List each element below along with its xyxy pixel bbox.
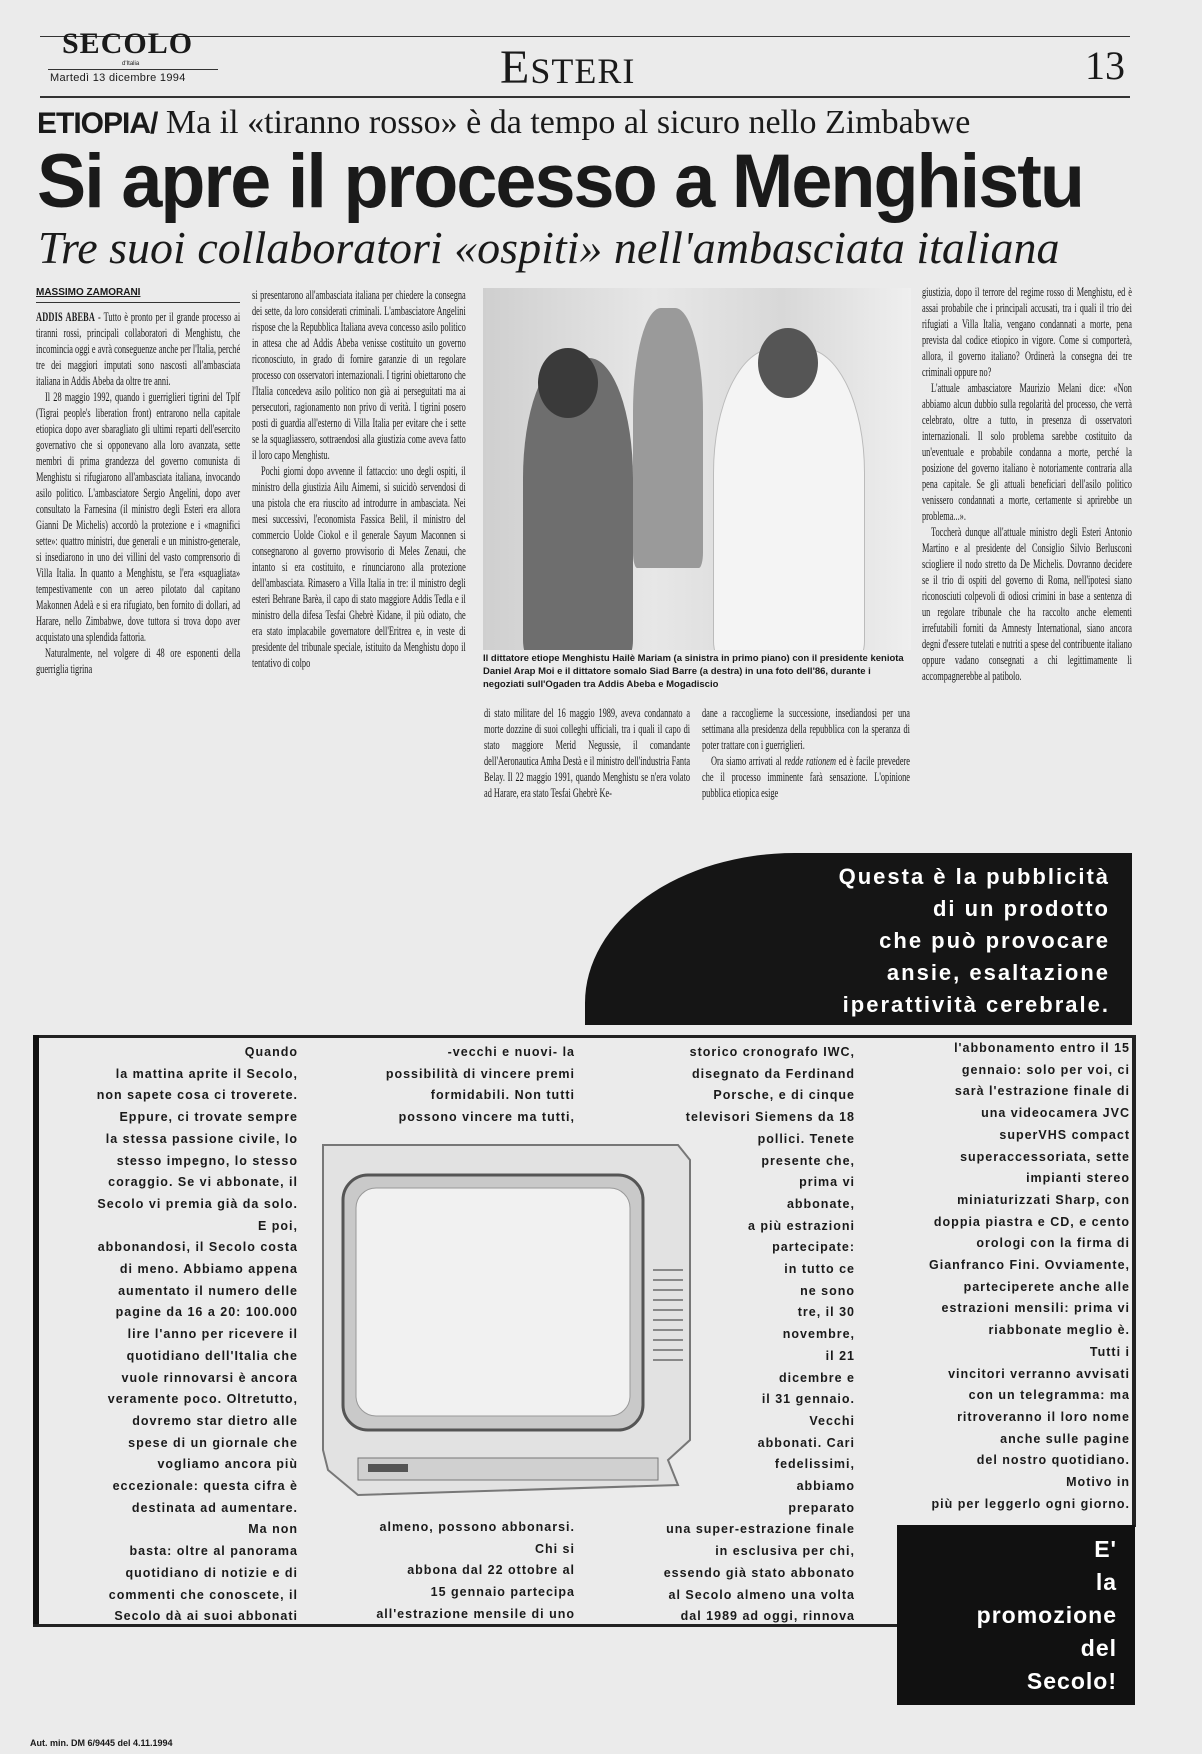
masthead-subtitle: d'Italia bbox=[122, 61, 140, 67]
headline: Si apre il processo a Menghistu bbox=[37, 139, 1083, 224]
ad-border-left bbox=[33, 1035, 39, 1627]
photo-figure-moi bbox=[633, 308, 703, 568]
promo-text: E' la promozione del Secolo! bbox=[976, 1536, 1117, 1694]
ad-column-3: storico cronografo IWC, disegnato da Ferdinand Porsche, e di cinque televisori Siemens da 18 pollici. Tenete presente che, prima vi abbonate, a più estrazioni partecipate: in tutto ce ne sono tre, il 30 novembre, il 21 dicembre e il 31 gennaio. Vecchi abbonati. Cari fedelissimi, abbiamo preparato una super-estrazione finale in esclusiva per chi, essendo già stato abbonato al Secolo almeno una volta dal 1989 ad oggi, rinnova bbox=[663, 1045, 855, 1624]
paragraph-text: Ora siamo arrivati al bbox=[710, 753, 785, 768]
paragraph: di stato militare del 16 maggio 1989, aveva condannato a morte dozzine di suoi colleghi ufficiali, tra i quali il capo di stato maggiore Merid Negussie, il comandante dell'Aeronautica Amha Destà e il ministro dell'industria Fanta Belay. Il 22 maggio 1991, quando Menghistu se n'era volato ad Harare, era stato Tesfai Ghebrè Ke- bbox=[484, 705, 691, 800]
article-column-2 bbox=[252, 287, 466, 671]
paragraph: giustizia, dopo il terrore del regime rosso di Menghistu, ed è assai probabile che i principali accusati, tra i quali il trio dei rifugiati a Villa Italia, vengano condannati a morte, pena prevista dal codice etiopico in vigore. Come si comporterà, allora, il governo italiano? Ordinerà la consegna dei tre criminali oppure no? bbox=[922, 284, 1132, 379]
masthead-logo: SECOLO bbox=[62, 27, 194, 60]
kicker bbox=[37, 104, 970, 142]
section-initial: E bbox=[500, 41, 531, 94]
paragraph: si presentarono all'ambasciata italiana per chiedere la consegna dei sette, da loro considerati criminali. L'ambasciatore Angelini rispose che la Repubblica Italiana aveva concesso asilo politico in attesa che ad Addis Abeba venisse costituito un governo riconosciuto, in grado di fornire garanzie di un regolare processo con osservatori internazionali. I tigrini obiettarono che l'Italia concedeva asilo politico non già ai perseguitati ma ai persecutori, ragionamento non privo di verità. I tigrini posero posti di guardia all'esterno di Villa Italia per evitare che i sette se la squagliassero, sottraendosi alla giustizia come aveva fatto il loro capo Menghistu. bbox=[252, 287, 466, 462]
paragraph: Naturalmente, nel volgere di 48 ore esponenti della guerriglia tigrina bbox=[36, 645, 241, 676]
paragraph: Il 28 maggio 1992, quando i guerriglieri tigrini del Tplf (Tigrai people's liberation front) entrarono nella capitale etiopica dopo aver sbaragliato gli ultimi reparti dell'esercito governativo che si opponevano alla loro avanzata, sette membri di prima grandezza del governo comunista di Menghistu si rifugiarono all'ambasciata italiana, invocando asilo politico. L'ambasciatore Sergio Angelini, dopo aver consultato la Farnesina (il ministro degli Esteri era allora Gianni De Michelis) accordò la protezione e i «magnifici sette»: quattro ministri, due generali e un ministro-generale, si insediarono in uno dei villini del vasto comprensorio di Villa Italia. In quanto a Menghistu, se l'era «squagliata» tempestivamente con un aereo pilotato dal capitano Makonnen Adelà e si era rifugiato, ben fornito di dollari, ad Harare, nello Zimbabwe, dove tuttora si trova dopo aver acquistato una splendida fattoria. bbox=[36, 389, 241, 644]
paragraph: dane a raccoglierne la successione, insediandosi per una settimana alla presidenza della repubblica con la speranza di poter trattare con i guerriglieri. bbox=[702, 705, 910, 752]
section-title bbox=[500, 42, 635, 97]
promo-box bbox=[897, 1525, 1135, 1705]
authorization-note: Aut. min. DM 6/9445 del 4.11.1994 bbox=[30, 1738, 173, 1748]
header-bottom-rule bbox=[40, 96, 1130, 98]
photo-head bbox=[758, 328, 818, 398]
paragraph-text: - Tutto è pronto per il grande processo ai tiranni rossi, principali collaboratori di Menghistu, che incomincia oggi e avrà conseguenze anche per l'Italia, perché tre dei maggiori imputati sono nascosti all'ambasciata italiana in Addis Abeba da oltre tre anni. bbox=[36, 309, 241, 388]
paragraph bbox=[36, 309, 240, 389]
article-column-4 bbox=[702, 705, 910, 801]
kicker-label: ETIOPIA/ bbox=[37, 107, 158, 140]
ad-banner-text: Questa è la pubblicità di un prodotto che può provocare ansie, esaltazione iperattività cerebrale. bbox=[838, 864, 1110, 1017]
ad-banner bbox=[585, 853, 1132, 1025]
header-top-rule bbox=[40, 36, 1130, 37]
issue-date: Martedì 13 dicembre 1994 bbox=[50, 72, 186, 84]
ad-border-right bbox=[1132, 1035, 1136, 1527]
ad-column-1: Quando la mattina aprite il Secolo, non sapete cosa ci troverete. Eppure, ci trovate sempre la stessa passione civile, lo stesso impegno, lo stesso coraggio. Se vi abbonate, il Secolo vi premia già da solo. E poi, abbonandosi, il Secolo costa di meno. Abbiamo appena aumentato il numero delle pagine da 16 a 20: 100.000 lire l'anno per ricevere il quotidiano dell'Italia che vuole rinnovarsi è ancora veramente poco. Oltretutto, dovremo star dietro alle spese di un giornale che vogliamo ancora più eccezionale: questa cifra è destinata ad aumentare. Ma non basta: oltre al panorama quotidiano di notizie e di commenti che conoscete, il Secolo dà ai suoi abbonati bbox=[96, 1045, 298, 1624]
paragraph: Pochi giorni dopo avvenne il fattaccio: uno degli ospiti, il ministro della giustizia Ailu Aimemi, si suicidò servendosi di una pistola che era riuscito ad introdurre in ambasciata. Nei mesi successivi, l'economista Fassica Belil, il ministro del commercio Uolde Ciokol e il generale Sayum Maconnen si consegnarono al governo provvisorio di Meles Zenaui, che intanto si era costituito, e rinunciarono alla protezione dell'ambasciata. Rimasero a Villa Italia in tre: il ministro degli esteri Behrane Barèa, il capo di stato maggiore Addis Tedla e il ministro della difesa Tesfai Ghebrè Kidane, il più odiato, che era stato implacabile governatore dell'Eritrea e, in veste di presidente del tribunale speciale, istituito da Menghistu dopo il tentativo di colpo bbox=[252, 463, 466, 670]
kicker-text: Ma il «tiranno rosso» è da tempo al sicuro nello Zimbabwe bbox=[165, 104, 971, 141]
photo-head bbox=[538, 348, 598, 418]
article-column-1 bbox=[36, 309, 240, 677]
ad-column-2-bottom: almeno, possono abbonarsi. Chi si abbona dal 22 ottobre al 15 gennaio partecipa all'estrazione mensile di uno bbox=[376, 1520, 575, 1621]
section-rest: STERI bbox=[530, 51, 636, 91]
byline-rule bbox=[36, 302, 240, 303]
paragraph-text: ed è facile prevedere che il processo imminente farà sensazione. L'opinione pubblica etiopica esige bbox=[702, 753, 910, 800]
photo-caption: Il dittatore etiope Menghistu Hailè Mariam (a sinistra in primo piano) con il presidente keniota Daniel Arap Moi e il dittatore somalo Siad Barre (a destra) in una foto dell'86, durante i negoziati sull'Ogaden tra Addis Abeba e Mogadiscio bbox=[483, 653, 904, 690]
dateline: ADDIS ABEBA bbox=[36, 309, 96, 324]
ad-column-4: l'abbonamento entro il 15 gennaio: solo per voi, ci sarà l'estrazione finale di una videocamera JVC superVHS compact superaccessoriata, sette impianti stereo miniaturizzati Sharp, con doppia piastra e CD, e cento orologi con la firma di Gianfranco Fini. Ovviamente, parteciperete anche alle estrazioni mensili: prima vi riabbonate meglio è. Tutti i vincitori verranno avvisati con un telegramma: ma ritroveranno il loro nome anche sulle pagine del nostro quotidiano. Motivo in più per leggerlo ogni giorno. bbox=[929, 1041, 1130, 1511]
page-number: 13 bbox=[1085, 43, 1125, 88]
paragraph bbox=[702, 753, 910, 801]
masthead-divider bbox=[48, 69, 218, 70]
latin-phrase: redde rationem bbox=[784, 753, 836, 768]
news-photo bbox=[483, 288, 911, 650]
ad-column-2-top: -vecchi e nuovi- la possibilità di vincere premi formidabili. Non tutti possono vincere ma tutti, bbox=[385, 1045, 575, 1125]
paragraph: Toccherà dunque all'attuale ministro degli Esteri Antonio Martino e al presidente del Consiglio Silvio Berlusconi sciogliere il nodo stretto da De Michelis. Dovranno decidere se il trio di ospiti del governo di Roma, nell'ipotesi siano riconosciuti colpevoli di odiosi crimini in base a sentenza di un regolare tribunale che ha raccolto anche elementi irrefutabili forniti da Amnesty International, siano ancora degni d'essere tutelati e nutriti a spese del contribuente italiano oppure vadano consegnati a chi legittimamente li accompagnerebbe al patibolo. bbox=[922, 524, 1132, 683]
subtitle: Tre suoi collaboratori «ospiti» nell'ambasciata italiana bbox=[38, 222, 1060, 273]
article-column-3 bbox=[484, 705, 690, 801]
article-column-5 bbox=[922, 284, 1132, 684]
paragraph: L'attuale ambasciatore Maurizio Melani dice: «Non abbiamo alcun dubbio sulla regolarità del processo, che verrà celebrato, oltre a tutto, in presenza di osservatori internazionali. Il solo problema sarebbe costituito da un'eventuale e probabile condanna a morte, perché la posizione del governo italiano è notoriamente contraria alla pena capitale. Se gli attuali beneficiari dell'asilo politico venissero condannati a morte, certamente si aprirebbe un problema...». bbox=[922, 380, 1132, 523]
byline: MASSIMO ZAMORANI bbox=[36, 287, 141, 298]
television-illustration bbox=[318, 1140, 698, 1510]
